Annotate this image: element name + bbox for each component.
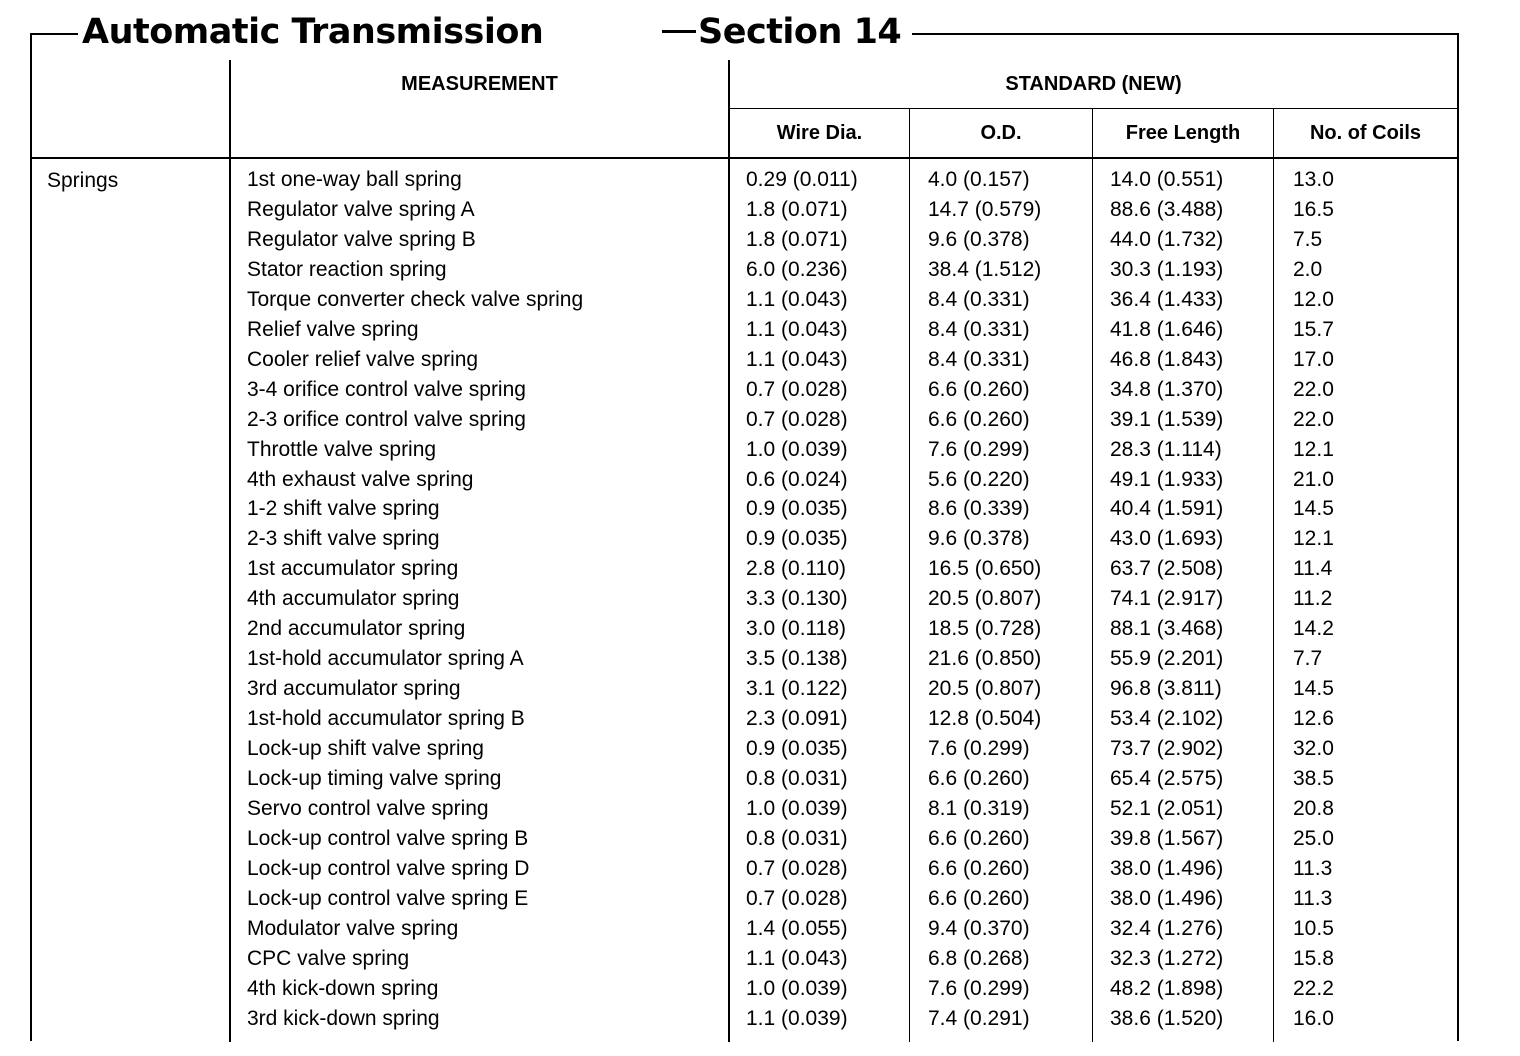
coils-value: 17.0 <box>1293 347 1334 371</box>
col-header-free-length: Free Length <box>1125 122 1241 144</box>
wire-dia-value: 1.1 (0.043) <box>746 347 848 371</box>
wire-dia-value: 3.5 (0.138) <box>746 647 848 671</box>
table-row <box>0 285 1520 315</box>
free-length-value: 14.0 (0.551) <box>1110 168 1224 191</box>
coils-value: 15.7 <box>1293 317 1334 341</box>
wire-dia-value: 0.7 (0.028) <box>746 856 848 880</box>
free-length-value: 88.6 (3.488) <box>1110 197 1224 221</box>
od-value: 7.4 (0.291) <box>928 1006 1030 1030</box>
spring-name: Torque converter check valve spring <box>247 287 584 311</box>
group-label-springs: Springs <box>47 169 119 192</box>
od-value: 8.6 (0.339) <box>928 497 1030 521</box>
spring-name: CPC valve spring <box>247 946 410 970</box>
table-row <box>0 165 1520 195</box>
coils-value: 22.2 <box>1293 976 1334 1000</box>
od-value: 6.6 (0.260) <box>928 826 1030 850</box>
coils-value: 2.0 <box>1293 257 1323 281</box>
top-border-left <box>30 33 78 35</box>
free-length-value: 63.7 (2.508) <box>1110 557 1224 581</box>
free-length-value: 53.4 (2.102) <box>1110 707 1224 731</box>
spring-name: 1st-hold accumulator spring B <box>247 707 525 731</box>
od-value: 6.6 (0.260) <box>928 856 1030 880</box>
table-row <box>0 584 1520 614</box>
free-length-value: 44.0 (1.732) <box>1110 227 1224 251</box>
free-length-value: 32.3 (1.272) <box>1110 946 1224 970</box>
od-value: 20.5 (0.807) <box>928 677 1042 701</box>
free-length-value: 48.2 (1.898) <box>1110 976 1224 1000</box>
free-length-value: 40.4 (1.591) <box>1110 497 1224 521</box>
wire-dia-value: 6.0 (0.236) <box>746 257 848 281</box>
table-row <box>0 764 1520 794</box>
wire-dia-value: 0.6 (0.024) <box>746 467 848 491</box>
od-value: 8.1 (0.319) <box>928 796 1030 820</box>
spring-name: Throttle valve spring <box>247 437 437 461</box>
wire-dia-value: 1.8 (0.071) <box>746 197 848 221</box>
title-dash <box>662 30 696 33</box>
wire-dia-value: 1.0 (0.039) <box>746 437 848 461</box>
wire-dia-value: 0.7 (0.028) <box>746 886 848 910</box>
free-length-value: 43.0 (1.693) <box>1110 527 1224 551</box>
table-row <box>0 854 1520 884</box>
spring-name: 2-3 shift valve spring <box>247 527 440 551</box>
od-value: 7.6 (0.299) <box>928 737 1030 761</box>
coils-value: 22.0 <box>1293 377 1334 401</box>
spring-name: Lock-up control valve spring D <box>247 856 530 880</box>
coils-value: 16.0 <box>1293 1006 1334 1030</box>
table-row <box>0 195 1520 225</box>
col-header-coils: No. of Coils <box>1309 122 1422 144</box>
spring-name: 1st one-way ball spring <box>247 168 462 191</box>
table-row <box>0 255 1520 285</box>
od-value: 8.4 (0.331) <box>928 317 1030 341</box>
wire-dia-value: 1.0 (0.039) <box>746 796 848 820</box>
table-row <box>0 824 1520 854</box>
spring-name: 3rd accumulator spring <box>247 677 461 701</box>
table-row <box>0 884 1520 914</box>
coils-value: 11.3 <box>1293 886 1333 910</box>
free-length-value: 38.0 (1.496) <box>1110 856 1224 880</box>
table-row <box>0 345 1520 375</box>
spring-name: Lock-up shift valve spring <box>247 737 484 761</box>
table-row <box>0 405 1520 435</box>
coils-value: 21.0 <box>1293 467 1334 491</box>
table-row <box>0 674 1520 704</box>
table-row <box>0 554 1520 584</box>
wire-dia-value: 0.7 (0.028) <box>746 377 848 401</box>
free-length-value: 30.3 (1.193) <box>1110 257 1224 281</box>
spring-name: 4th kick-down spring <box>247 976 439 1000</box>
od-value: 6.6 (0.260) <box>928 407 1030 431</box>
coils-value: 32.0 <box>1293 737 1334 761</box>
coils-value: 11.2 <box>1293 587 1333 611</box>
coils-value: 7.7 <box>1293 647 1323 671</box>
free-length-value: 96.8 (3.811) <box>1110 677 1222 701</box>
table-row <box>0 794 1520 824</box>
coils-value: 22.0 <box>1293 407 1334 431</box>
od-value: 8.4 (0.331) <box>928 287 1030 311</box>
spring-name: 4th exhaust valve spring <box>247 467 474 491</box>
od-value: 6.8 (0.268) <box>928 946 1030 970</box>
od-value: 21.6 (0.850) <box>928 647 1042 671</box>
wire-dia-value: 3.1 (0.122) <box>746 677 848 701</box>
coils-value: 14.2 <box>1293 617 1334 641</box>
coils-value: 7.5 <box>1293 227 1323 251</box>
table-row <box>0 465 1520 495</box>
od-value: 7.6 (0.299) <box>928 976 1030 1000</box>
spring-name: 2-3 orifice control valve spring <box>247 407 526 431</box>
table-row <box>0 375 1520 405</box>
free-length-value: 65.4 (2.575) <box>1110 767 1224 790</box>
table-row <box>0 225 1520 255</box>
spring-name: 4th accumulator spring <box>247 587 460 611</box>
wire-dia-value: 0.9 (0.035) <box>746 737 848 761</box>
free-length-value: 34.8 (1.370) <box>1110 377 1224 401</box>
wire-dia-value: 0.9 (0.035) <box>746 527 848 551</box>
spring-name: Lock-up timing valve spring <box>247 767 502 790</box>
table-row <box>0 315 1520 345</box>
free-length-value: 55.9 (2.201) <box>1110 647 1224 671</box>
od-value: 6.6 (0.260) <box>928 377 1030 401</box>
table-row <box>0 974 1520 1004</box>
coils-value: 10.5 <box>1293 916 1334 940</box>
top-border-right <box>912 33 1459 35</box>
free-length-value: 49.1 (1.933) <box>1110 467 1224 491</box>
table-row <box>0 644 1520 674</box>
od-value: 6.6 (0.260) <box>928 767 1030 790</box>
coils-value: 13.0 <box>1293 168 1334 191</box>
wire-dia-value: 0.8 (0.031) <box>746 767 848 790</box>
coils-value: 38.5 <box>1293 767 1334 790</box>
free-length-value: 28.3 (1.114) <box>1110 437 1222 461</box>
spring-name: Regulator valve spring B <box>247 227 476 251</box>
wire-dia-value: 2.3 (0.091) <box>746 707 848 731</box>
od-value: 9.6 (0.378) <box>928 527 1030 551</box>
measurement-header: MEASUREMENT <box>401 73 558 95</box>
table-row <box>0 914 1520 944</box>
standard-header: STANDARD (NEW) <box>1005 73 1182 95</box>
wire-dia-value: 1.4 (0.055) <box>746 916 848 940</box>
od-value: 38.4 (1.512) <box>928 257 1042 281</box>
wire-dia-value: 1.1 (0.043) <box>746 317 848 341</box>
coils-value: 15.8 <box>1293 946 1334 970</box>
free-length-value: 41.8 (1.646) <box>1110 317 1224 341</box>
coils-value: 12.1 <box>1293 437 1334 461</box>
od-value: 9.6 (0.378) <box>928 227 1030 251</box>
wire-dia-value: 1.8 (0.071) <box>746 227 848 251</box>
section-label: Section 14 <box>698 12 902 52</box>
spring-name: Cooler relief valve spring <box>247 347 479 371</box>
od-value: 7.6 (0.299) <box>928 437 1030 461</box>
od-value: 9.4 (0.370) <box>928 916 1030 940</box>
wire-dia-value: 3.3 (0.130) <box>746 587 848 611</box>
free-length-value: 39.1 (1.539) <box>1110 407 1224 431</box>
spring-name: Lock-up control valve spring E <box>247 886 529 910</box>
spring-name: Stator reaction spring <box>247 257 447 281</box>
free-length-value: 74.1 (2.917) <box>1110 587 1224 611</box>
coils-value: 14.5 <box>1293 497 1334 521</box>
od-value: 5.6 (0.220) <box>928 467 1030 491</box>
table-row <box>0 734 1520 764</box>
wire-dia-value: 1.0 (0.039) <box>746 976 848 1000</box>
spring-name: 1st-hold accumulator spring A <box>247 647 524 671</box>
wire-dia-value: 0.7 (0.028) <box>746 407 848 431</box>
standard-subheader-rule <box>728 108 1459 109</box>
wire-dia-value: 0.29 (0.011) <box>746 168 858 191</box>
coils-value: 12.6 <box>1293 707 1334 731</box>
spring-name: 2nd accumulator spring <box>247 617 466 641</box>
coils-value: 14.5 <box>1293 677 1334 701</box>
wire-dia-value: 1.1 (0.043) <box>746 946 848 970</box>
page-title: Automatic Transmission <box>78 10 549 54</box>
free-length-value: 73.7 (2.902) <box>1110 737 1224 761</box>
od-value: 6.6 (0.260) <box>928 886 1030 910</box>
spring-name: Modulator valve spring <box>247 916 459 940</box>
coils-value: 12.0 <box>1293 287 1334 311</box>
od-value: 4.0 (0.157) <box>928 168 1030 191</box>
free-length-value: 38.6 (1.520) <box>1110 1006 1224 1030</box>
free-length-value: 52.1 (2.051) <box>1110 796 1224 820</box>
coils-value: 20.8 <box>1293 796 1334 820</box>
table-row <box>0 1004 1520 1034</box>
wire-dia-value: 1.1 (0.039) <box>746 1006 848 1030</box>
od-value: 12.8 (0.504) <box>928 707 1042 731</box>
spring-name: Lock-up control valve spring B <box>247 826 529 850</box>
table-row <box>0 614 1520 644</box>
spring-name: 3-4 orifice control valve spring <box>247 377 526 401</box>
wire-dia-value: 0.8 (0.031) <box>746 826 848 850</box>
table-row <box>0 944 1520 974</box>
spring-name: 3rd kick-down spring <box>247 1006 440 1030</box>
wire-dia-value: 3.0 (0.118) <box>746 617 847 641</box>
od-value: 18.5 (0.728) <box>928 617 1042 641</box>
coils-value: 25.0 <box>1293 826 1334 850</box>
spring-name: Relief valve spring <box>247 317 419 341</box>
spring-name: Servo control valve spring <box>247 796 489 820</box>
col-header-wire-dia: Wire Dia. <box>776 122 863 144</box>
coils-value: 11.4 <box>1293 557 1333 581</box>
free-length-value: 39.8 (1.567) <box>1110 826 1224 850</box>
od-value: 14.7 (0.579) <box>928 197 1042 221</box>
spring-name: 1st accumulator spring <box>247 557 459 581</box>
free-length-value: 46.8 (1.843) <box>1110 347 1224 371</box>
wire-dia-value: 0.9 (0.035) <box>746 497 848 521</box>
coils-value: 16.5 <box>1293 197 1334 221</box>
spring-name: 1-2 shift valve spring <box>247 497 440 521</box>
table-row <box>0 524 1520 554</box>
table-row <box>0 435 1520 465</box>
od-value: 16.5 (0.650) <box>928 557 1042 581</box>
free-length-value: 36.4 (1.433) <box>1110 287 1224 311</box>
free-length-value: 32.4 (1.276) <box>1110 916 1224 940</box>
table-row <box>0 494 1520 524</box>
od-value: 20.5 (0.807) <box>928 587 1042 611</box>
col-header-od: O.D. <box>980 122 1022 144</box>
free-length-value: 38.0 (1.496) <box>1110 886 1224 910</box>
spring-name: Regulator valve spring A <box>247 197 475 221</box>
od-value: 8.4 (0.331) <box>928 347 1030 371</box>
free-length-value: 88.1 (3.468) <box>1110 617 1224 641</box>
coils-value: 12.1 <box>1293 527 1334 551</box>
coils-value: 11.3 <box>1293 856 1333 880</box>
header-bottom-rule <box>30 157 1459 159</box>
wire-dia-value: 1.1 (0.043) <box>746 287 848 311</box>
table-row <box>0 704 1520 734</box>
section-title <box>662 10 911 54</box>
wire-dia-value: 2.8 (0.110) <box>746 557 847 581</box>
